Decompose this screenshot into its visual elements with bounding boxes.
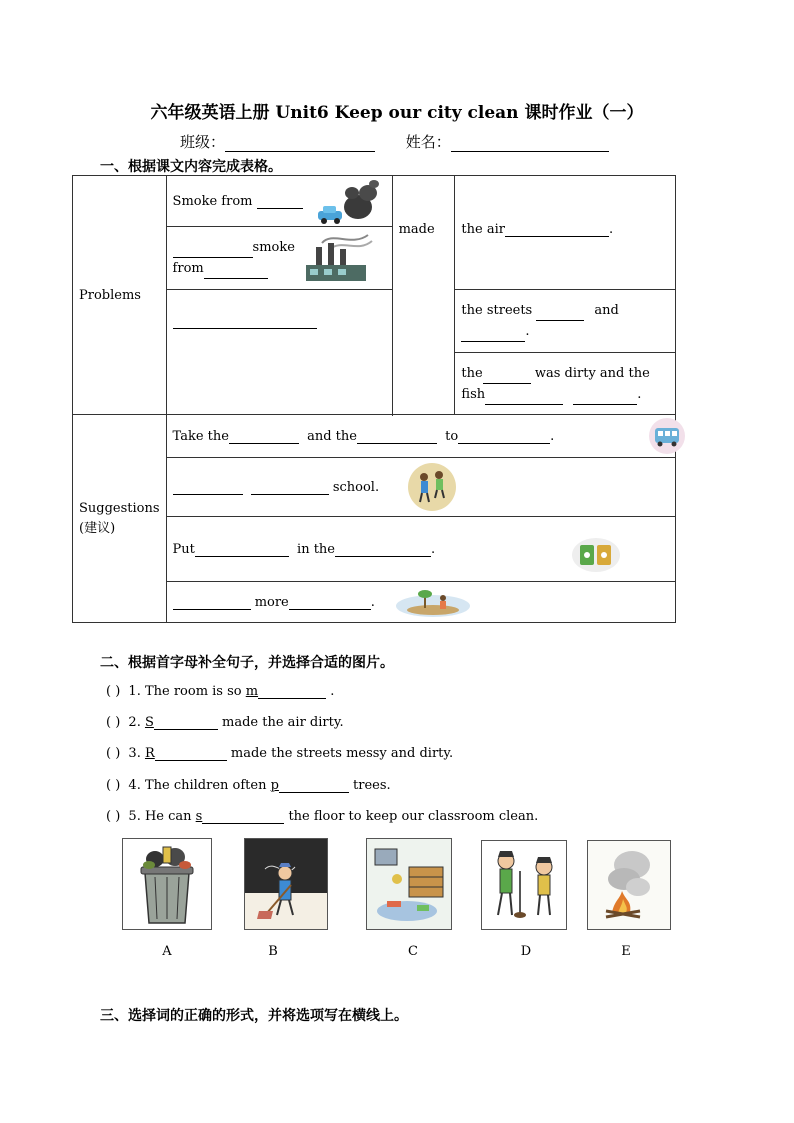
question-text: 3. bbox=[128, 746, 145, 761]
picture-label-c: C bbox=[408, 944, 418, 959]
suggestions-cn-label: (建议) bbox=[79, 520, 116, 536]
question-text: 1. The room is so bbox=[128, 684, 246, 699]
walking-children-icon bbox=[405, 462, 459, 512]
question-text-end: trees. bbox=[348, 778, 391, 793]
smoke-text: smoke bbox=[252, 240, 295, 255]
answer-paren[interactable]: ( ) bbox=[106, 809, 121, 824]
picture-b[interactable] bbox=[244, 838, 328, 930]
picture-label-d: D bbox=[520, 944, 532, 959]
the-air-cell bbox=[455, 176, 676, 290]
recycle-bins-icon bbox=[571, 537, 621, 573]
section3-heading: 三、选择词的正确的形式，并将选项写在横线上。 bbox=[100, 1008, 408, 1024]
blank[interactable] bbox=[505, 223, 609, 237]
the-air-text: the air bbox=[461, 222, 505, 237]
page-title: 六年级英语上册 Unit6 Keep our city clean 课时作业（一） bbox=[150, 103, 644, 123]
period: . bbox=[430, 541, 436, 557]
blank[interactable] bbox=[257, 195, 303, 209]
suggestion-2-cell bbox=[166, 458, 675, 517]
name-label: 姓名： bbox=[405, 133, 451, 151]
put-text: Put bbox=[172, 541, 195, 557]
and-the-text: and the bbox=[307, 428, 357, 444]
messy-room-icon bbox=[367, 839, 451, 929]
picture-label-e: E bbox=[621, 944, 631, 959]
sweeping-boy-icon bbox=[245, 839, 327, 929]
blank[interactable] bbox=[485, 391, 563, 405]
period: . bbox=[550, 428, 555, 444]
question-3 bbox=[106, 746, 453, 761]
picture-label-a: A bbox=[162, 944, 172, 959]
answer-paren[interactable]: ( ) bbox=[106, 715, 121, 730]
section2-heading: 二、根据首字母补全句子，并选择合适的图片。 bbox=[100, 655, 394, 671]
blank[interactable] bbox=[202, 810, 284, 824]
the-text: the bbox=[461, 365, 483, 381]
burning-smoke-icon bbox=[588, 841, 670, 929]
suggestions-label: Suggestions bbox=[79, 500, 160, 516]
planting-children-icon bbox=[482, 841, 566, 929]
picture-label-b: B bbox=[268, 944, 278, 959]
blank[interactable] bbox=[173, 481, 243, 495]
period: . bbox=[370, 594, 375, 610]
question-1 bbox=[106, 684, 334, 699]
bus-icon bbox=[647, 417, 687, 455]
the-streets-text: the streets bbox=[461, 303, 533, 318]
smoke-from-text: Smoke from bbox=[172, 193, 253, 209]
factory-smoke-icon bbox=[302, 229, 374, 285]
was-dirty-text: was dirty and the bbox=[534, 365, 650, 381]
problems-label-cell bbox=[73, 176, 167, 415]
period: . bbox=[637, 386, 642, 402]
picture-e[interactable] bbox=[587, 840, 671, 930]
suggestions-label-cell bbox=[73, 415, 167, 623]
fish-text: fish bbox=[461, 386, 486, 402]
blank[interactable] bbox=[357, 430, 437, 444]
take-the-text: Take the bbox=[172, 428, 229, 444]
made-cell bbox=[392, 176, 455, 415]
factory-smoke-cell bbox=[166, 227, 392, 290]
planting-trees-icon bbox=[395, 588, 471, 618]
and-text: and bbox=[594, 303, 619, 318]
more-text: more bbox=[254, 594, 289, 610]
first-letter: R bbox=[144, 746, 155, 761]
period: . bbox=[608, 222, 614, 237]
class-label: 班级： bbox=[180, 133, 226, 151]
question-text-end: . bbox=[326, 684, 335, 699]
blank[interactable] bbox=[229, 430, 299, 444]
question-text-end: the floor to keep our classroom clean. bbox=[284, 809, 539, 824]
question-text-end: made the streets messy and dirty. bbox=[226, 746, 454, 761]
question-2 bbox=[106, 715, 344, 730]
answer-paren[interactable]: ( ) bbox=[106, 684, 121, 699]
from-text: from bbox=[172, 261, 204, 276]
blank[interactable] bbox=[195, 543, 289, 557]
question-4 bbox=[106, 778, 391, 793]
picture-d[interactable] bbox=[481, 840, 567, 930]
section1-heading: 一、根据课文内容完成表格。 bbox=[100, 159, 282, 175]
made-label: made bbox=[398, 222, 435, 237]
picture-a[interactable] bbox=[122, 838, 212, 930]
the-streets-cell bbox=[455, 290, 676, 353]
blank[interactable] bbox=[173, 244, 253, 258]
blank[interactable] bbox=[536, 307, 584, 321]
question-text: 4. The children often bbox=[128, 778, 271, 793]
car-smoke-icon bbox=[316, 179, 384, 225]
first-letter: p bbox=[270, 778, 279, 793]
problems-label: Problems bbox=[79, 287, 141, 303]
blank[interactable] bbox=[155, 747, 227, 761]
first-letter: s bbox=[195, 809, 203, 824]
question-text: 5. He can bbox=[128, 809, 196, 824]
blank[interactable] bbox=[173, 596, 251, 610]
question-text-end: made the air dirty. bbox=[217, 715, 344, 730]
answer-paren[interactable]: ( ) bbox=[106, 746, 121, 761]
name-blank[interactable] bbox=[451, 137, 609, 152]
blank[interactable] bbox=[173, 315, 317, 329]
picture-c[interactable] bbox=[366, 838, 452, 930]
period: . bbox=[525, 324, 530, 339]
blank[interactable] bbox=[458, 430, 550, 444]
blank[interactable] bbox=[204, 265, 268, 279]
blank[interactable] bbox=[461, 328, 525, 342]
first-letter: m bbox=[245, 684, 259, 699]
blank[interactable] bbox=[251, 481, 329, 495]
blank[interactable] bbox=[289, 596, 371, 610]
blank[interactable] bbox=[483, 370, 531, 384]
problems-suggestions-table bbox=[72, 175, 676, 623]
suggestion-4-cell bbox=[166, 582, 675, 623]
class-blank[interactable] bbox=[225, 137, 375, 152]
first-letter: S bbox=[144, 715, 154, 730]
question-text: 2. bbox=[128, 715, 145, 730]
suggestion-1-cell bbox=[166, 415, 675, 458]
question-5 bbox=[106, 809, 538, 824]
blank[interactable] bbox=[279, 779, 349, 793]
trash-can-icon bbox=[123, 839, 211, 929]
the-fish-cell bbox=[455, 353, 676, 415]
blank[interactable] bbox=[154, 716, 218, 730]
suggestion-3-cell bbox=[166, 517, 675, 582]
blank[interactable] bbox=[335, 543, 431, 557]
problem-blank-cell bbox=[166, 290, 392, 415]
to-text: to bbox=[445, 428, 459, 444]
in-the-text: in the bbox=[297, 541, 335, 557]
answer-paren[interactable]: ( ) bbox=[106, 778, 121, 793]
name-bar bbox=[180, 131, 609, 152]
smoke-from-cell bbox=[166, 176, 392, 227]
blank[interactable] bbox=[573, 391, 637, 405]
school-text: school. bbox=[332, 479, 380, 495]
blank[interactable] bbox=[258, 685, 326, 699]
